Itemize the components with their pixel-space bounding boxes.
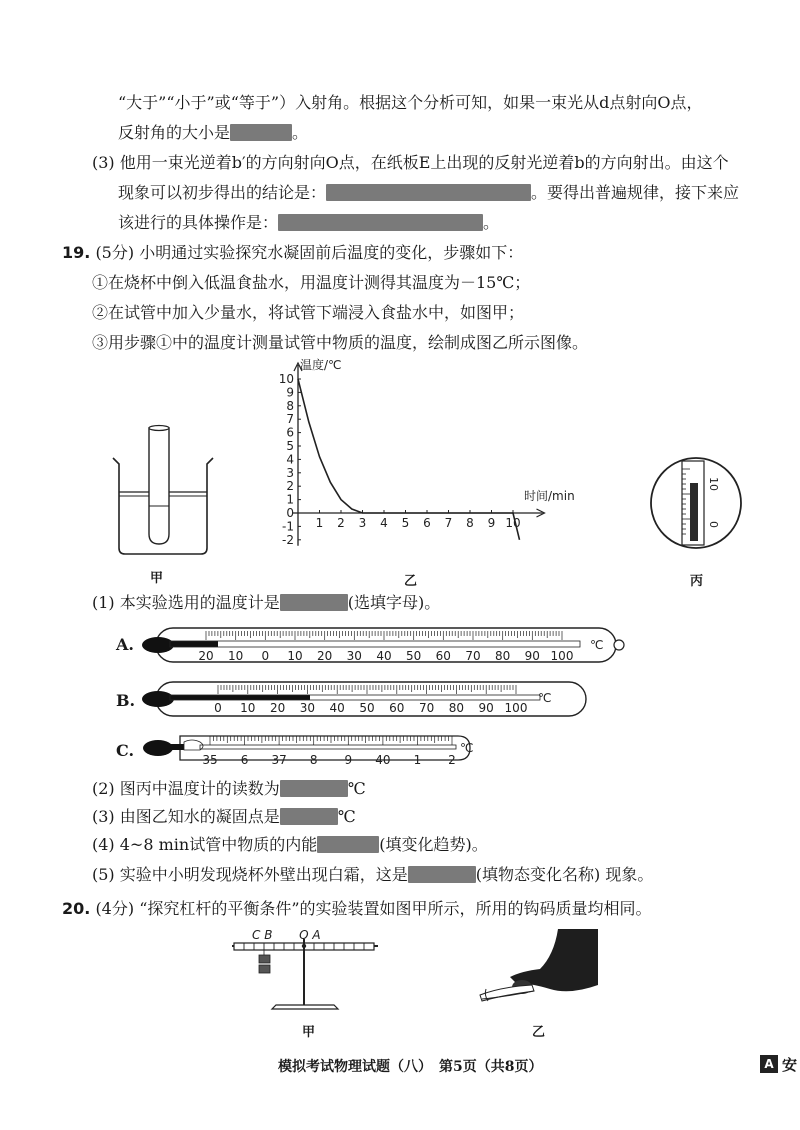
thermo-c-unit: ℃ bbox=[460, 741, 474, 755]
thermo-b-letter: B. bbox=[116, 691, 136, 710]
answer-blank[interactable] bbox=[326, 184, 531, 201]
scale-label: 100 bbox=[550, 649, 574, 663]
answer-blank[interactable] bbox=[230, 124, 292, 141]
q20-fig-label-jia: 甲 bbox=[302, 1025, 316, 1040]
thermo-b-unit: ℃ bbox=[538, 691, 552, 705]
q19-step2: ②在试管中加入少量水，将试管下端浸入食盐水中，如图甲； bbox=[92, 303, 525, 322]
x-tick-label: 2 bbox=[337, 516, 345, 530]
scale-label: 40 bbox=[375, 753, 391, 767]
scale-label: 30 bbox=[346, 649, 362, 663]
scale-label: 40 bbox=[376, 649, 392, 663]
x-tick-label: 1 bbox=[315, 516, 324, 530]
scale-label: 90 bbox=[478, 701, 494, 715]
scale-label: 30 bbox=[299, 701, 316, 715]
q18-period: 。 bbox=[483, 213, 500, 232]
q19-sub5 bbox=[92, 864, 653, 886]
q18-p3-text: 现象可以初步得出的结论是： bbox=[118, 183, 327, 202]
q19-step1: ①在烧杯中倒入低温食盐水，用温度计测得其温度为－15℃； bbox=[92, 273, 531, 292]
y-tick-label: 10 bbox=[278, 372, 294, 386]
q18-cont-text: 反射角的大小是 bbox=[118, 123, 231, 142]
thermometer-closeup bbox=[648, 455, 744, 551]
x-tick-label: 5 bbox=[401, 516, 410, 530]
scale-label: 100 bbox=[504, 701, 528, 715]
beaker-figure bbox=[105, 420, 215, 560]
x-tick-label: 4 bbox=[380, 516, 388, 530]
fig-label-yi: 乙 bbox=[404, 574, 418, 589]
q19-sub2-text: (2) 图丙中温度计的读数为 bbox=[92, 779, 280, 798]
answer-blank[interactable] bbox=[317, 836, 379, 853]
q19-sub1-text: (1) 本实验选用的温度计是 bbox=[92, 593, 280, 612]
q19-sub4-text: (4) 4~8 min试管中物质的内能 bbox=[92, 835, 318, 854]
y-tick-label: 1 bbox=[286, 492, 294, 507]
q19-sub3-text: (3) 由图乙知水的凝固点是 bbox=[92, 807, 280, 826]
scale-label: 0 bbox=[214, 701, 222, 715]
y-tick-label: -1 bbox=[282, 519, 294, 534]
q18-p3-line2 bbox=[118, 182, 739, 204]
q18-p3-line1: (3) 他用一束光逆着b′的方向射向O点，在纸板E上出现的反射光逆着b的方向射出。由这个 bbox=[92, 153, 729, 172]
answer-blank[interactable] bbox=[278, 214, 483, 231]
fig-label-bing: 丙 bbox=[690, 574, 704, 589]
thermo-a-unit: ℃ bbox=[590, 638, 604, 652]
scale-label: 6 bbox=[240, 753, 249, 767]
x-tick-label: 6 bbox=[423, 516, 431, 530]
hand-tool-figure bbox=[470, 925, 600, 1017]
y-tick-label: -2 bbox=[282, 532, 294, 547]
scale-label: 1 bbox=[413, 753, 422, 767]
x-tick-label: 9 bbox=[487, 516, 496, 530]
q19-step3: ③用步骤①中的温度计测量试管中物质的温度，绘制成图乙所示图像。 bbox=[92, 333, 589, 352]
fig-label-jia: 甲 bbox=[150, 571, 164, 586]
footer-side-text: 安 bbox=[782, 1056, 798, 1074]
q19-sub5-text: (5) 实验中小明发现烧杯外壁出现白霜，这是 bbox=[92, 865, 408, 884]
y-tick-label: 7 bbox=[286, 412, 294, 427]
y-tick-label: 4 bbox=[286, 452, 294, 467]
q18-cont-line2 bbox=[118, 122, 308, 144]
y-tick-label: 3 bbox=[286, 465, 294, 480]
bing-top-label: 10 bbox=[707, 477, 720, 491]
scale-label: 8 bbox=[309, 753, 318, 767]
x-tick-label: 10 bbox=[505, 516, 521, 530]
scale-label: 20 bbox=[198, 649, 214, 663]
scale-label: 70 bbox=[418, 701, 435, 715]
scale-label: 35 bbox=[202, 753, 218, 767]
scale-label: 10 bbox=[287, 649, 303, 663]
answer-blank[interactable] bbox=[408, 866, 476, 883]
y-tick-label: 5 bbox=[286, 439, 294, 453]
x-tick-label: 7 bbox=[444, 516, 453, 530]
lever-labels: C B O A bbox=[252, 928, 321, 942]
x-tick-label: 8 bbox=[466, 516, 474, 530]
q18-cont-line1: “大于”“小于”或“等于”）入射角。根据这个分析可知，如果一束光从d点射向O点， bbox=[118, 93, 703, 112]
answer-blank[interactable] bbox=[280, 594, 348, 611]
scale-label: 50 bbox=[406, 649, 422, 663]
thermometer-a bbox=[140, 622, 630, 670]
scale-label: 60 bbox=[389, 701, 405, 715]
unit-celsius: ℃ bbox=[337, 807, 356, 826]
scale-label: 80 bbox=[448, 701, 465, 715]
thermometer-b bbox=[140, 676, 600, 724]
scale-label: 40 bbox=[329, 701, 345, 715]
question-number: 20. bbox=[62, 899, 91, 918]
q18-p3-line3 bbox=[118, 212, 499, 234]
y-tick-label: 6 bbox=[286, 425, 294, 440]
q18-period: 。 bbox=[292, 123, 309, 142]
scale-label: 60 bbox=[435, 649, 451, 663]
scale-label: 90 bbox=[524, 649, 540, 663]
question-number: 19. bbox=[62, 243, 91, 262]
chart-ylabel: 温度/℃ bbox=[300, 358, 342, 372]
x-tick-label: 3 bbox=[358, 516, 367, 530]
scale-label: 70 bbox=[465, 649, 481, 663]
scale-label: 10 bbox=[228, 649, 244, 663]
q20-fig-label-yi: 乙 bbox=[532, 1025, 546, 1040]
chart-xlabel: 时间/min bbox=[524, 489, 575, 503]
q18-p3-text3: 该进行的具体操作是： bbox=[118, 213, 279, 232]
q19-stem-text: (5分) 小明通过实验探究水凝固前后温度的变化，步骤如下： bbox=[95, 243, 524, 262]
lever-figure bbox=[228, 925, 388, 1017]
q19-sub4-hint: (填变化趋势)。 bbox=[379, 835, 488, 854]
q18-p3-text2: 。要得出普遍规律，接下来应 bbox=[531, 183, 740, 202]
scale-label: 0 bbox=[261, 649, 270, 663]
q19-sub1 bbox=[92, 592, 440, 614]
thermo-a-letter: A. bbox=[116, 635, 134, 654]
y-tick-label: 2 bbox=[286, 479, 294, 494]
q19-sub2 bbox=[92, 778, 366, 800]
bing-bottom-label: 0 bbox=[707, 521, 720, 528]
thermometer-c bbox=[140, 726, 480, 774]
answer-blank[interactable] bbox=[280, 780, 348, 797]
paper-version-badge: A bbox=[760, 1055, 778, 1073]
scale-label: 20 bbox=[269, 701, 286, 715]
q19-sub5-hint: (填物态变化名称) 现象。 bbox=[475, 865, 654, 884]
q19-sub1-hint: (选填字母)。 bbox=[347, 593, 441, 612]
thermo-c-letter: C. bbox=[116, 741, 135, 760]
temperature-chart bbox=[270, 355, 600, 555]
q20-stem-text: (4分) “探究杠杆的平衡条件”的实验装置如图甲所示，所用的钩码质量均相同。 bbox=[95, 899, 652, 918]
q19-sub4 bbox=[92, 834, 488, 856]
scale-label: 2 bbox=[448, 753, 456, 767]
y-tick-label: 8 bbox=[286, 398, 294, 413]
q20-stem bbox=[62, 898, 652, 920]
scale-label: 20 bbox=[317, 649, 333, 663]
scale-label: 37 bbox=[271, 753, 287, 767]
y-tick-label: 0 bbox=[286, 506, 294, 520]
scale-label: 50 bbox=[359, 701, 375, 715]
q19-stem bbox=[62, 242, 523, 264]
y-tick-label: 9 bbox=[286, 385, 294, 400]
scale-label: 10 bbox=[240, 701, 256, 715]
answer-blank[interactable] bbox=[280, 808, 338, 825]
q19-sub3 bbox=[92, 806, 356, 828]
page-footer: 模拟考试物理试题（八） 第5页（共8页） bbox=[278, 1059, 543, 1075]
scale-label: 9 bbox=[344, 753, 353, 767]
unit-celsius: ℃ bbox=[347, 779, 366, 798]
scale-label: 80 bbox=[495, 649, 511, 663]
